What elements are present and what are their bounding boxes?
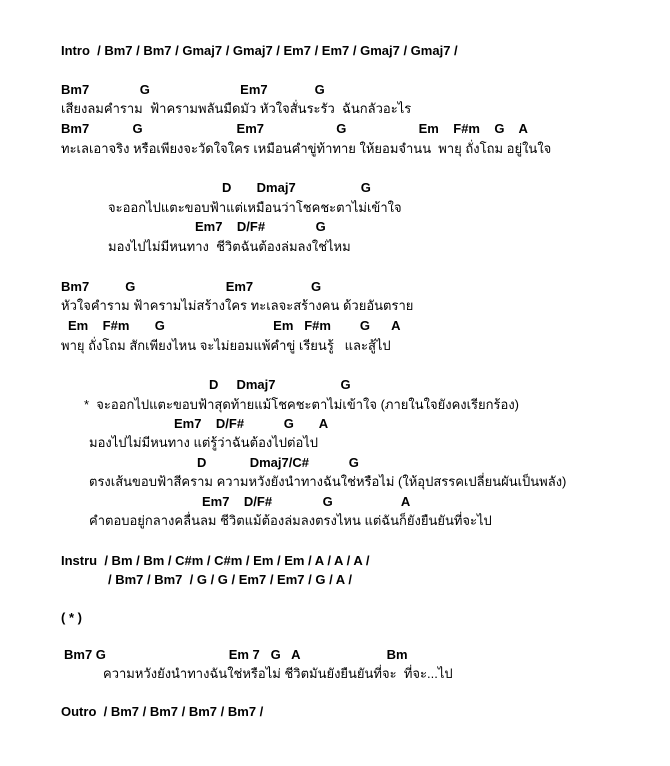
verse2-chords-2: Em F#m G Em F#m G A bbox=[68, 318, 401, 333]
outro-line: Outro / Bm7 / Bm7 / Bm7 / Bm7 / bbox=[61, 704, 264, 719]
chorus2-lyrics-2: มองไปไม่มีหนทาง แต่รู้ว่าฉันต้องไปต่อไป bbox=[89, 435, 319, 450]
chorus1-lyrics-1: จะออกไปแตะขอบฟ้าแต่เหมือนว่าโชคชะตาไม่เข้าใจ bbox=[108, 200, 402, 215]
verse2-chords-1: Bm7 G Em7 G bbox=[61, 279, 322, 294]
verse2-lyrics-1: หัวใจคำราม ฟ้าครามไม่สร้างใคร ทะเลจะสร้างคน ด้วยอันตราย bbox=[61, 298, 414, 313]
outro-section-chords: Bm7 G Em 7 G A Bm bbox=[64, 647, 408, 662]
verse1-chords-1: Bm7 G Em7 G bbox=[61, 82, 325, 97]
verse1-lyrics-1: เสียงลมคำราม ฟ้าครามพลันมืดมัว หัวใจสั่นระรัว ฉันกลัวอะไร bbox=[61, 101, 412, 116]
chorus1-lyrics-2: มองไปไม่มีหนทาง ชีวิตฉันต้องล่มลงใช่ไหม bbox=[108, 239, 351, 254]
chorus2-chords-2: Em7 D/F# G A bbox=[174, 416, 329, 431]
verse1-lyrics-2: ทะเลเอาจริง หรือเพียงจะวัดใจใคร เหมือนคำขู่ท้าทาย ให้ยอมจำนน พายุ ถั่งโถม อยู่ในใจ bbox=[61, 141, 552, 156]
chorus2-lyrics-4: คำตอบอยู่กลางคลื่นลม ชีวิตแม้ต้องล่มลงตรงไหน แต่ฉันก็ยังยืนยันที่จะไป bbox=[89, 513, 492, 528]
instru-line-2: / Bm7 / Bm7 / G / G / Em7 / Em7 / G / A / bbox=[108, 572, 352, 587]
chorus2-chords-3: D Dmaj7/C# G bbox=[197, 455, 359, 470]
chorus2-chords-4: Em7 D/F# G A bbox=[202, 494, 411, 509]
chorus2-lyrics-3: ตรงเส้นขอบฟ้าสีคราม ความหวังยังนำทางฉันใช่หรือไม่ (ให้อุปสรรคเปลี่ยนผันเป็นพลัง) bbox=[89, 474, 567, 489]
chorus1-chords-2: Em7 D/F# G bbox=[195, 219, 326, 234]
outro-section-lyrics: ความหวังยังนำทางฉันใช่หรือไม่ ชีวิตมันยังยืนยันที่จะ ที่จะ...ไป bbox=[103, 666, 453, 681]
chorus1-chords-1: D Dmaj7 G bbox=[222, 180, 371, 195]
verse2-lyrics-2: พายุ ถั่งโถม สักเพียงไหน จะไม่ยอมแพ้คำขู่ เรียนรู้ และสู้ไป bbox=[61, 338, 391, 353]
intro-line: Intro / Bm7 / Bm7 / Gmaj7 / Gmaj7 / Em7 / Em7 / Gmaj7 / Gmaj7 / bbox=[61, 43, 458, 58]
repeat-marker: ( * ) bbox=[61, 610, 82, 625]
verse1-chords-2: Bm7 G Em7 G Em F#m G A bbox=[61, 121, 528, 136]
instru-line-1: Instru / Bm / Bm / C#m / C#m / Em / Em / A / A / A / bbox=[61, 553, 370, 568]
chorus2-lyrics-1: * จะออกไปแตะขอบฟ้าสุดท้ายแม้โชคชะตาไม่เข้าใจ (ภายในใจยังคงเรียกร้อง) bbox=[84, 397, 519, 412]
chorus2-chords-1: D Dmaj7 G bbox=[209, 377, 351, 392]
